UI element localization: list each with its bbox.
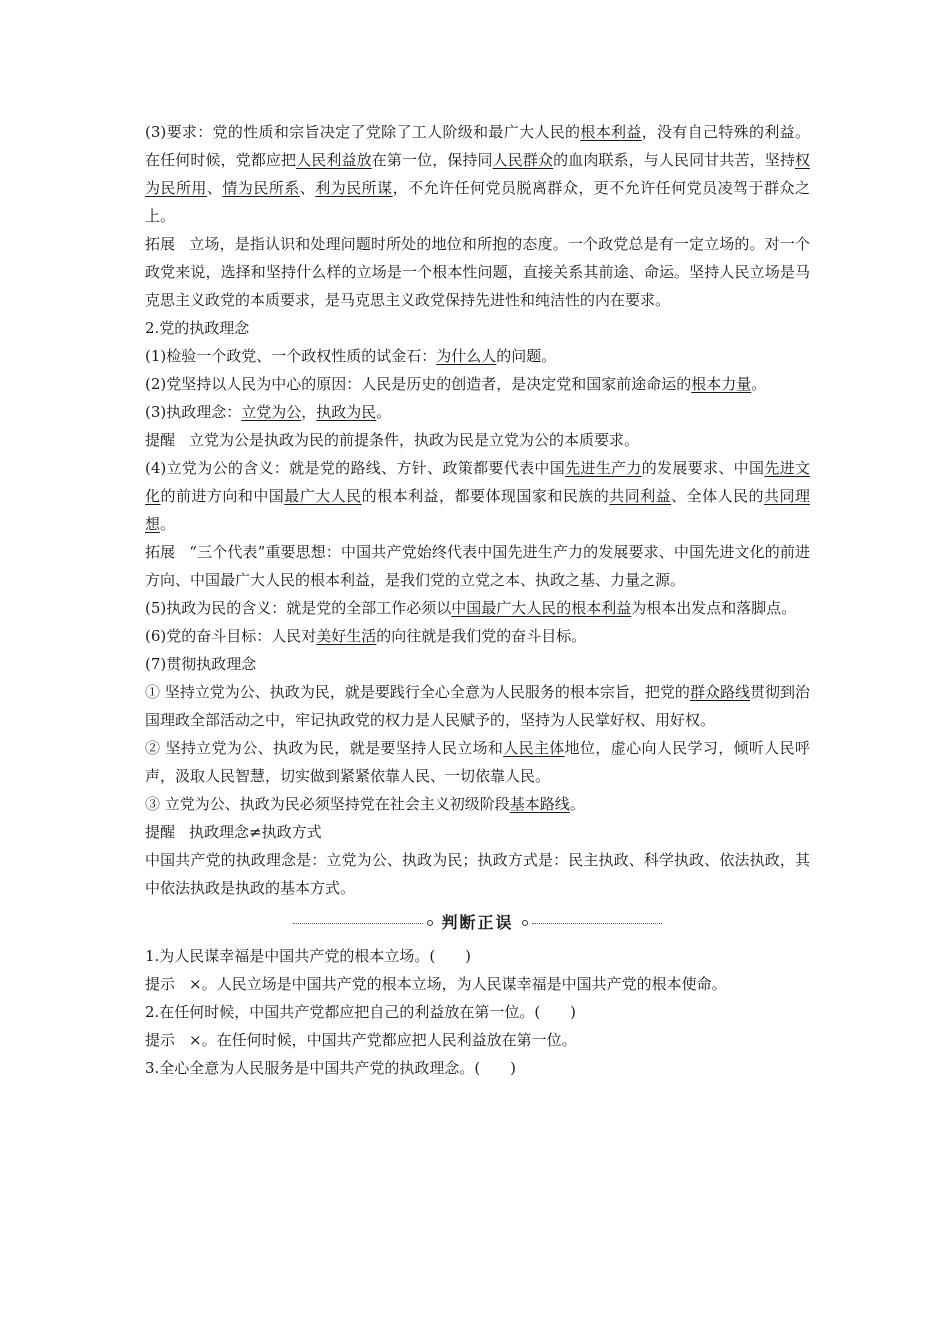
- document-body: [145, 118, 810, 1082]
- item-govern-for-people: (5)执政为民的含义：就是党的全部工作必须以中国最广大人民的根本利益为根本出发点和落脚点。: [145, 599, 797, 617]
- divider-dotted-line-left: [293, 923, 423, 924]
- divider-dotted-line-right: [532, 923, 662, 924]
- subitem-1: ① 坚持立党为公、执政为民，就是要践行全心全意为人民服务的根本宗旨，把党的群众路线贯彻到治国理政全部活动之中，牢记执政党的权力是人民赋予的，坚持为人民掌好权、用好权。: [145, 683, 810, 729]
- divider-circle-icon: [427, 920, 433, 926]
- item-party-for-public: (4)立党为公的含义：就是党的路线、方针、政策都要代表中国先进生产力的发展要求、中国先进文化的前进方向和中国最广大人民的根本利益，都要体现国家和民族的共同利益、全体人民的共同理想。: [145, 459, 810, 533]
- paragraph-requirements: (3)要求：党的性质和宗旨决定了党除了工人阶级和最广大人民的根本利益，没有自己特殊的利益。在任何时候，党都应把人民利益放在第一位，保持同人民群众的血肉联系，与人民同甘共苦，坚持权为民所用、情为民所系、利为民所谋，不允许任何党员脱离群众，更不允许任何党员凌驾于群众之上。: [145, 123, 810, 225]
- extension-note-stance: 拓展 立场，是指认识和处理问题时所处的地位和所抱的态度。一个政党总是有一定立场的。对一个政党来说，选择和坚持什么样的立场是一个根本性问题，直接关系其前途、命运。坚持人民立场是马克思主义政党的本质要求，是马克思主义政党保持先进性和纯洁性的内在要求。: [145, 235, 810, 309]
- item-struggle-goal: (6)党的奋斗目标：人民对美好生活的向往就是我们党的奋斗目标。: [145, 627, 587, 645]
- question-3: 3.全心全意为人民服务是中国共产党的执政理念。( ): [145, 1059, 517, 1077]
- section-divider-true-false: [145, 908, 810, 938]
- section-title-true-false: 判断正误: [441, 913, 514, 932]
- reminder-note-2: 提醒 执政理念≠执政方式: [145, 823, 322, 841]
- item-implement-philosophy: (7)贯彻执政理念: [145, 655, 257, 673]
- paragraph-governing-methods: 中国共产党的执政理念是：立党为公、执政为民；执政方式是：民主执政、科学执政、依法执政，其中依法执政是执政的基本方式。: [145, 851, 810, 897]
- section-heading-governing-philosophy: 2.党的执政理念: [145, 319, 250, 337]
- subitem-2: ② 坚持立党为公、执政为民，就是要坚持人民立场和人民主体地位，虚心向人民学习，倾听人民呼声，汲取人民智慧，切实做到紧紧依靠人民、一切依靠人民。: [145, 739, 810, 785]
- answer-2: 提示 ×。在任何时候，中国共产党都应把人民利益放在第一位。: [145, 1031, 577, 1049]
- extension-note-three-represents: 拓展 “三个代表”重要思想：中国共产党始终代表中国先进生产力的发展要求、中国先进文化的前进方向、中国最广大人民的根本利益，是我们党的立党之本、执政之基、力量之源。: [145, 543, 810, 589]
- subitem-3: ③ 立党为公、执政为民必须坚持党在社会主义初级阶段基本路线。: [145, 795, 585, 813]
- divider-circle-icon: [522, 920, 528, 926]
- item-touchstone: (1)检验一个政党、一个政权性质的试金石：为什么人的问题。: [145, 347, 557, 365]
- answer-1: 提示 ×。人民立场是中国共产党的根本立场，为人民谋幸福是中国共产党的根本使命。: [145, 975, 727, 993]
- item-people-centered-reason: (2)党坚持以人民为中心的原因：人民是历史的创造者，是决定党和国家前途命运的根本力量。: [145, 375, 767, 393]
- reminder-note-1: 提醒 立党为公是执政为民的前提条件，执政为民是立党为公的本质要求。: [145, 431, 640, 449]
- question-1: 1.为人民谋幸福是中国共产党的根本立场。( ): [145, 947, 472, 965]
- item-governing-philosophy: (3)执政理念：立党为公，执政为民。: [145, 403, 392, 421]
- question-2: 2.在任何时候，中国共产党都应把自己的利益放在第一位。( ): [145, 1003, 577, 1021]
